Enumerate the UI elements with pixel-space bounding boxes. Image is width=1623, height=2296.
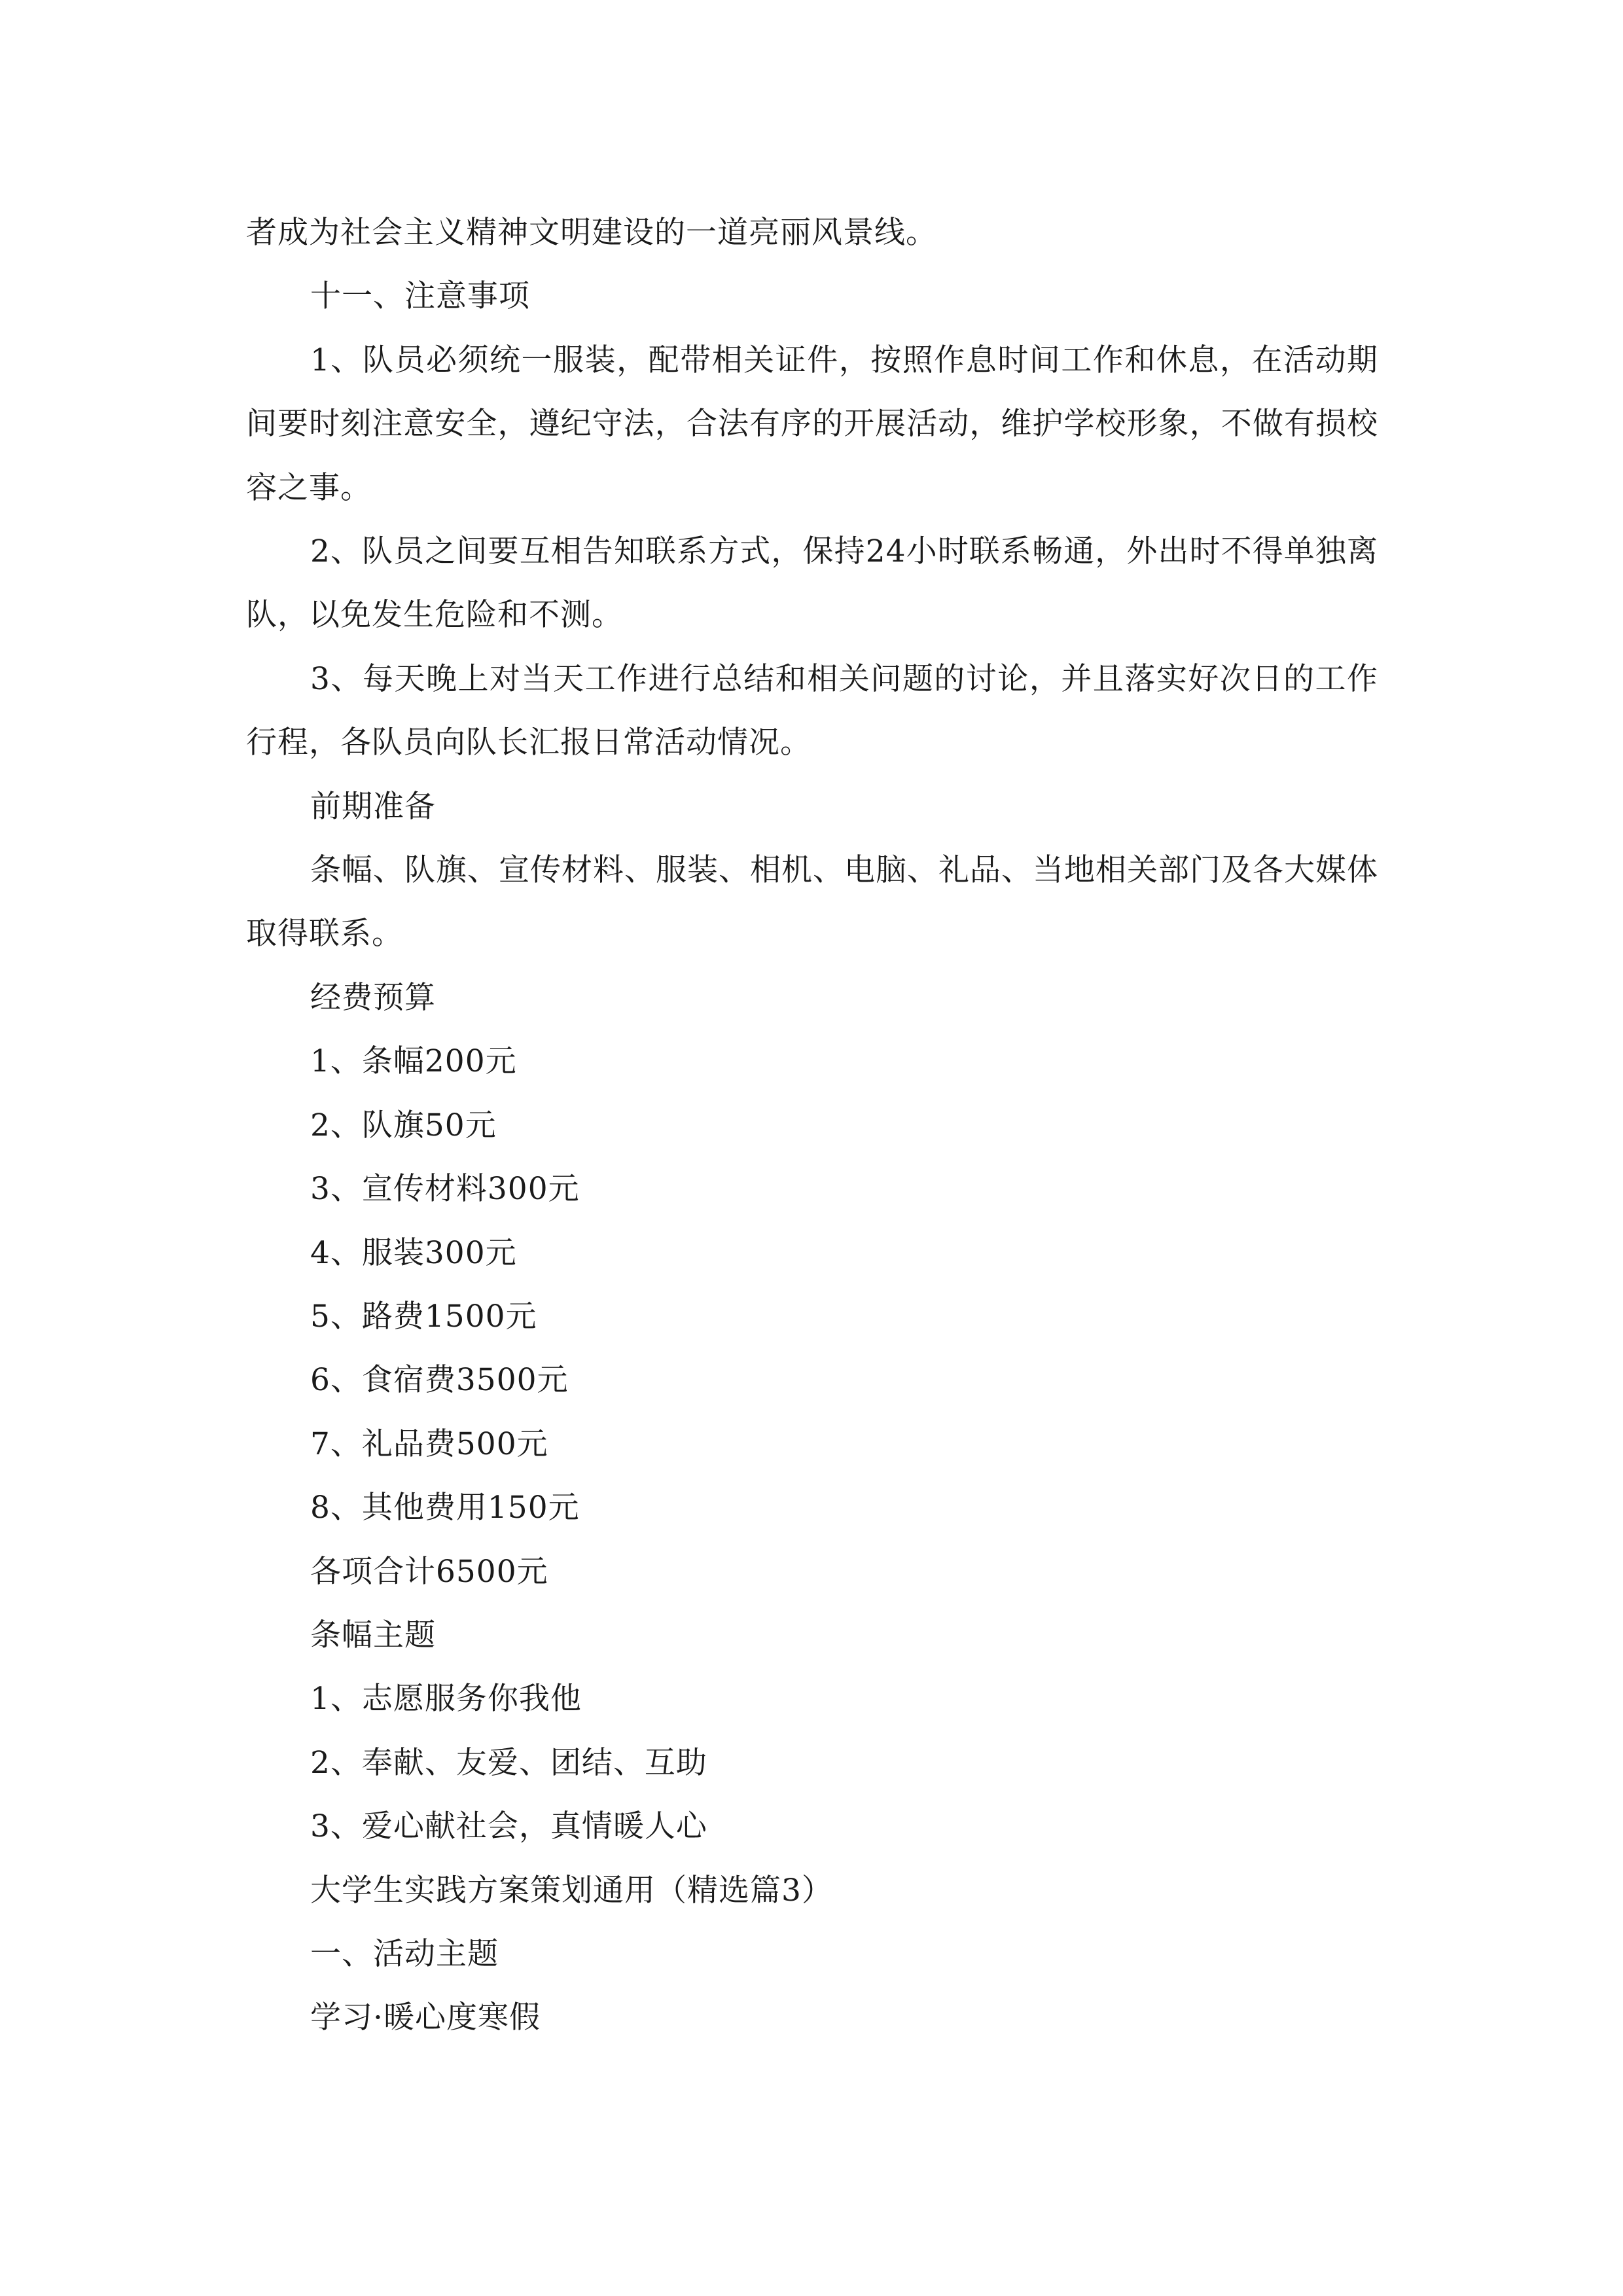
notes-item-1: 1、队员必须统一服装，配带相关证件，按照作息时间工作和休息，在活动期间要时刻注意安全，遵纪守法，合法有序的开展活动，维护学校形象，不做有损校容之事。 [246, 342, 1378, 506]
budget-item-1: 1、条幅200元 [310, 1043, 517, 1080]
notes-item-2: 2、队员之间要互相告知联系方式，保持24小时联系畅通，外出时不得单独离队，以免发生危险和不测。 [246, 533, 1378, 634]
budget-item-2: 2、队旗50元 [310, 1107, 497, 1143]
budget-item-7: 7、礼品费500元 [310, 1426, 548, 1462]
budget-item-5: 5、路费1500元 [310, 1298, 537, 1335]
budget-item-3: 3、宣传材料300元 [310, 1171, 580, 1208]
section-heading-preparation: 前期准备 [310, 788, 436, 825]
paragraph-continuation: 者成为社会主义精神文明建设的一道亮丽风景线。 [246, 215, 937, 251]
document-body [246, 201, 1378, 2050]
section-heading-notes: 十一、注意事项 [310, 278, 530, 315]
budget-item-4: 4、服装300元 [310, 1234, 517, 1271]
budget-total: 各项合计6500元 [310, 1553, 548, 1590]
section-heading-banner-themes: 条幅主题 [310, 1617, 436, 1653]
budget-item-8: 8、其他费用150元 [310, 1490, 580, 1526]
banner-theme-3: 3、爱心献社会，真情暖人心 [310, 1808, 707, 1845]
banner-theme-2: 2、奉献、友爱、团结、互助 [310, 1744, 707, 1781]
preparation-text: 条幅、队旗、宣传材料、服装、相机、电脑、礼品、当地相关部门及各大媒体取得联系。 [246, 852, 1378, 952]
section-heading-budget: 经费预算 [310, 979, 436, 1016]
activity-theme-text: 学习·暖心度寒假 [310, 2000, 541, 2036]
section-heading-activity-theme: 一、活动主题 [310, 1935, 499, 1972]
article-title: 大学生实践方案策划通用（精选篇3） [310, 1872, 833, 1909]
budget-item-6: 6、食宿费3500元 [310, 1362, 569, 1399]
banner-theme-1: 1、志愿服务你我他 [310, 1681, 582, 1717]
notes-item-3: 3、每天晚上对当天工作进行总结和相关问题的讨论，并且落实好次日的工作行程，各队员向队长汇报日常活动情况。 [246, 660, 1378, 761]
